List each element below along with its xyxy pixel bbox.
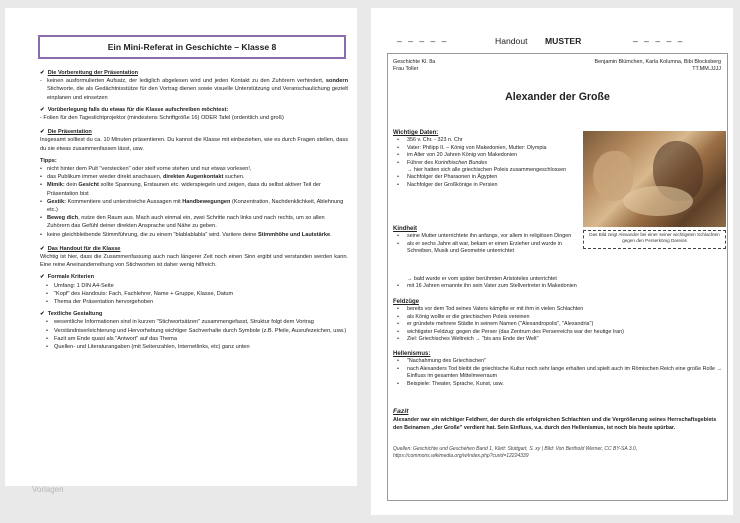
handout-title: Alexander der Große [505,91,610,103]
list-item: • Vater: Philipp II. – König von Makedonien, Mutter: Olympia [393,145,583,152]
fazit-title: Fazit [393,408,409,415]
list-item: • Quellen- und Literaturangaben (mit Seitenzahlen, Internetlinks, etc) ganz unten [40,343,348,351]
tip-item: • Beweg dich, nutze den Raum aus. Mach auch einmal ein, zwei Schritte nach links und nach rechts, um so allen Zuhörern das Gefühl deiner direkten Ansprache und Nähe zu geben. [40,214,348,230]
text-design-title: ✔ Textliche Gestaltung [40,311,103,318]
section-presentation-title: ✔ Die Präsentation [40,129,92,136]
list-item: • Ziel: Griechisches Weltreich → "bis ans Ende der Welt" [393,336,725,343]
tip-item: • nicht hinter dem Pult "verstecken" oder steif vorne stehen und nur etwas vorlesen!, [40,165,348,173]
section-title: Kindheit [393,226,417,232]
sources-text: Quellen: Geschichte und Geschehen Band 1, Klett: Stuttgart, S. xy | Bild: Von Berthold Werner, CC BY-SA 3.0, https://commons.wikimedia.org/w/index.php?curid=12224339 [393,446,638,459]
hellenismus-list [393,358,725,388]
header-dashes-left: – – – – – [397,36,449,46]
alexander-mosaic-image [583,131,726,227]
presentation-text: Insgesamt solltest du ca. 10 Minuten präsentieren. Du kannst die Klasse mit einbeziehen, wie es durch Fragen stellen, dass du sie etwas zusammenfassen lässt, usw. [40,137,348,152]
tips-list [40,165,348,239]
list-item: • Umfang: 1 DIN A4-Seite [40,282,348,290]
list-item: • nach Alexanders Tod bleibt die griechische Kultur noch sehr lange erhalten und spielt auch im Römischen Reich eine große Rolle → Einfluss im gesamten Mittelmeerraum [393,366,725,381]
fazit-text: Alexander war ein wichtiger Feldherr, der durch die erfolgreichen Schlachten und die Vergrößerung seines Herrschaftsgebiets den Beinamen „der Große" verdient hat. Sein Einfluss, v.a. durch den Hellenismus, ist noch bis heute spürbar. [393,417,717,431]
section-handout-title: ✔ Das Handout für die Klasse [40,245,121,252]
section-hellenismus [393,351,725,388]
list-item: • Nachfolger der Pharaonen in Ägypten [393,174,583,181]
tip-item: • keine gleichbleibende Stimmführung, die zu einem "blablablabla" wird. Variiere deine Stimmhöhe und Lautstärke. [40,231,348,239]
kindheit-list [393,233,583,255]
feldzuege-list [393,306,725,343]
list-item: • wichtigster Feldzug: gegen die Perser (das Zentrum des Perserreichs war der heutige Iran) [393,329,725,336]
text-design-list [40,318,348,351]
checkmark-icon: ✔ [40,106,45,113]
section-title: Feldzüge [393,299,420,305]
list-item: → bald wurde er vom später berühmten Aristoteles unterrichtet [407,276,557,282]
list-item: • Nachfolger der Großkönige in Persien [393,182,583,189]
meta-left [393,59,435,74]
meta-right [595,59,721,74]
referat-content [40,69,348,351]
list-item: • Thema der Präsentation hervorgehoben [40,298,348,306]
kindheit-continued [393,276,725,291]
header-dashes-right: – – – – – [633,36,685,46]
list-item: • Führer des Korinthischen Bundes [393,160,583,167]
section-feldzuege [393,299,725,343]
list-item: • wesentliche Informationen sind in kurzen "Stichwortsätzen" zusammengefasst, Struktur folgt dem Vortrag [40,318,348,326]
list-item: • 356 v. Chr. - 323 n. Chr [393,137,583,144]
wichtige-daten-list [393,137,583,189]
handout-box [387,53,728,501]
list-item: • Beispiele: Theater, Sprache, Kunst, usw. [393,381,725,388]
list-item: • als König wollte er die griechischen Poleis vereinen [393,314,725,321]
referat-sheet [5,8,357,486]
section-title: Hellenismus: [393,351,431,357]
list-item: • "Nachahmung des Griechischen" [393,358,725,365]
list-item: • bereits vor dem Tod seines Vaters kämpfte er mit ihm in vielen Schlachten [393,306,725,313]
checkmark-icon: ✔ [40,70,45,76]
tip-item: • Mimik: dein Gesicht sollte Spannung, Erstaunen etc. widerspiegeln und zeigen, dass du selbst aktiver Teil der Präsentation bist [40,181,348,197]
checkmark-icon: ✔ [40,129,45,136]
checkmark-icon: ✔ [40,245,45,252]
formal-criteria-title: ✔ Formale Kriterien [40,274,95,281]
tip-item: • das Publikum immer wieder direkt anschauen, direkten Augenkontakt suchen. [40,173,348,181]
tip-item: • Gestik: Kommentiere und unterstreiche Aussagen mit Handbewegungen (Konzentration, Nachdenklichkeit, Ablehnung etc.) [40,198,348,214]
checkmark-icon: ✔ [40,311,45,318]
list-item: • er gründete mehrere Städte in seinem Namen ("Alexandropolis", "Alexandria") [393,321,725,328]
list-item: • als er sechs Jahre alt war, bekam er einen Erzieher und wurde in Schreiben, Musik und Geometrie unterrichtet [393,241,583,256]
list-item: • seine Mutter unterrichtete ihn anfangs, vor allem in religiösen Dingen [393,233,583,240]
section-preparation-title: ✔ Die Vorbereitung der Präsentation [40,70,139,76]
section-fazit [393,408,725,432]
checkmark-icon: ✔ [40,274,45,281]
list-item: • Verständniserleichterung und Hervorhebung wichtiger Sachverhalte durch Symbole (z.B. Pfeile, Ausrufezeichen, usw.) [40,327,348,335]
referat-title: Ein Mini-Referat in Geschichte – Klasse 8 [38,35,346,59]
preparation-text: - keinen ausformulierten Aufsatz, der lediglich abgelesen wird und jeden Kontakt zu den Zuhörern verhindert, sondern Stichworte, die als Gedächtnisstütze für den Vortrag dienen sowie visuelle Unterstützung und Veranschaulichung gezielt einplanen und einsetzen [40,77,348,102]
section-wichtige-daten [393,130,583,189]
meta-teacher: Frau Toller [393,66,419,73]
tips-label: Tipps: [40,157,57,164]
meta-date: TT.MM.JJJJ [692,66,721,73]
list-item: • im Alter von 20 Jahren König von Makedonien [393,152,583,159]
list-item: • "Kopf" des Handouts: Fach, Fachlehrer, Name + Gruppe, Klasse, Datum [40,290,348,298]
header-handout-label: Handout [495,36,528,46]
handout-sheet [371,8,733,515]
list-item: • Fazit am Ende quasi als "Antwort" auf das Thema [40,335,348,343]
handout-text: Wichtig ist hier, dass die Zusammenfassung auch nach längerer Zeit noch einen Sinn ergibt und verstanden werden kann. Eine reine Aneinanderreihung von Stichworten ist daher wenig hilfreich. [40,254,348,269]
section-kindheit [393,226,583,256]
formal-criteria-list [40,282,348,307]
image-caption: Das Bild zeigt Alexander bei einer seiner wichtigsten Schlachten gegen den Perserkönig Dareios [583,230,726,249]
section-title: Wichtige Daten: [393,130,439,136]
preparation-subheading: ✔ Vorüberlegung falls du etwas für die Klasse aufschreiben möchtest: [40,106,229,113]
meta-subject: Geschichte Kl. 8a [393,59,436,65]
header-muster-label: MUSTER [545,36,582,46]
meta-names: Benjamin Blümchen, Karla Kolumna, Bibi Blocksberg [594,59,721,65]
preparation-subtext: - Folien für den Tageslichtprojektor (mindestens Schriftgröße 16) ODER Tafel (ordentlich und groß) [40,115,284,122]
footer-watermark: Vorlagen [32,485,64,494]
list-item: → hier hatten sich alle griechischen Poleis zusammengeschlossen [407,167,567,174]
list-item: • mit 16 Jahren ernannte ihn sein Vater zum Stellvertreter in Makedonien [393,283,725,290]
